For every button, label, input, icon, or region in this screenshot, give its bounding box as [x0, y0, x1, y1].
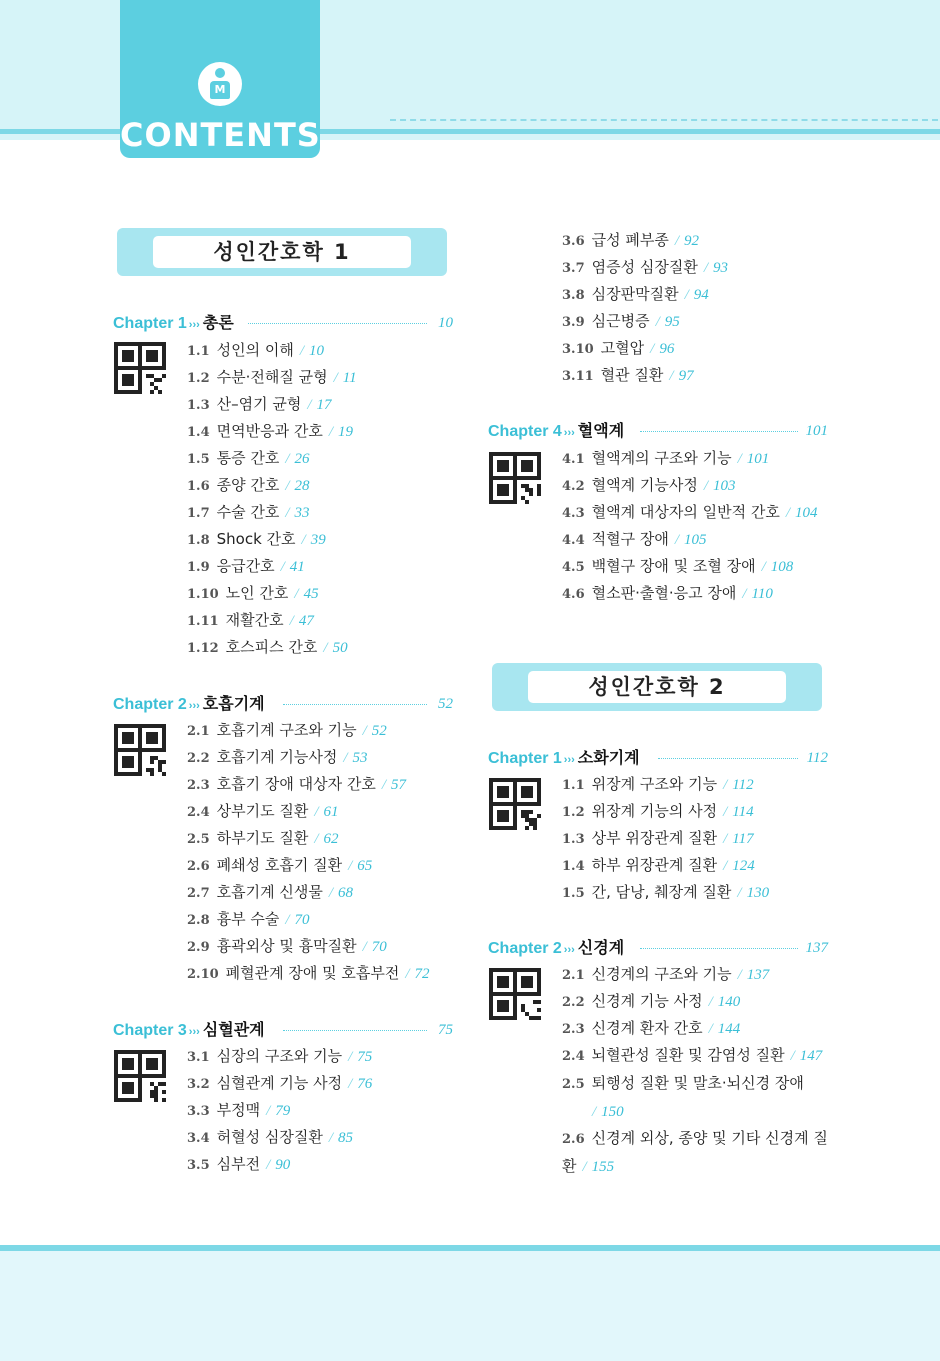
chapter-label: Chapter 1 [113, 315, 187, 332]
toc-item[interactable]: 3.7 염증성 심장질환 / 93 [562, 258, 728, 276]
qr-pattern [114, 1050, 166, 1102]
toc-item[interactable]: 3.3 부정맥 / 79 [187, 1101, 291, 1119]
toc-item[interactable]: 4.5 백혈구 장애 및 조혈 장애 / 108 [562, 557, 794, 575]
toc-item[interactable]: 2.2 호흡기계 기능사정 / 53 [187, 748, 368, 766]
toc-item[interactable]: 1.9 응급간호 / 41 [187, 557, 305, 575]
toc-item[interactable]: 3.11 혈관 질환 / 97 [562, 366, 694, 384]
qr-pattern [114, 342, 166, 394]
medical-person-icon [198, 62, 242, 106]
toc-item[interactable]: 1.4 하부 위장관계 질환 / 124 [562, 856, 755, 874]
chapter-heading[interactable] [488, 745, 828, 771]
chapter-title: 심혈관계 [202, 1020, 265, 1039]
toc-item[interactable]: 2.3 신경계 환자 간호 / 144 [562, 1019, 741, 1037]
logo-letter: M [210, 81, 230, 99]
dot-leader [283, 1030, 427, 1031]
toc-item[interactable]: 3.10 고혈압 / 96 [562, 339, 675, 357]
contents-tab [120, 0, 320, 158]
chapter-page: 112 [806, 750, 828, 766]
chevron-right-icon: ››› [188, 319, 200, 331]
part2-banner [492, 663, 822, 711]
toc-item[interactable]: 2.5 퇴행성 질환 및 말초·뇌신경 장애 / 150 [562, 1074, 804, 1120]
toc-item[interactable]: 2.9 흉곽외상 및 흉막질환 / 70 [187, 937, 387, 955]
toc-item[interactable]: 1.2 수분·전해질 균형 / 11 [187, 368, 357, 386]
dot-leader [658, 758, 798, 759]
toc-item[interactable]: 2.10 폐혈관계 장애 및 호흡부전 / 72 [187, 964, 430, 982]
chapter-title: 혈액계 [577, 421, 625, 440]
toc-item[interactable]: 1.1 성인의 이해 / 10 [187, 341, 325, 359]
qr-pattern [114, 724, 166, 776]
footer-band [0, 1251, 940, 1361]
toc-item[interactable]: 2.4 뇌혈관성 질환 및 감염성 질환 / 147 [562, 1046, 823, 1064]
dot-leader [248, 323, 427, 324]
qr-pattern [489, 452, 541, 504]
chapter-title: 총론 [202, 313, 234, 332]
qr-code-icon[interactable] [489, 452, 541, 504]
chapter-label: Chapter 1 [488, 750, 562, 767]
chapter-title: 소화기계 [577, 748, 640, 767]
toc-item[interactable]: 2.5 하부기도 질환 / 62 [187, 829, 339, 847]
toc-item[interactable]: 2.8 흉부 수술 / 70 [187, 910, 310, 928]
qr-code-icon[interactable] [489, 968, 541, 1020]
qr-code-icon[interactable] [114, 724, 166, 776]
toc-item[interactable]: 2.1 호흡기계 구조와 기능 / 52 [187, 721, 387, 739]
toc-item[interactable]: 4.4 적혈구 장애 / 105 [562, 530, 707, 548]
part1-title: 성인간호학 1 [153, 236, 411, 268]
toc-item[interactable]: 2.4 상부기도 질환 / 61 [187, 802, 339, 820]
toc-item[interactable]: 1.2 위장계 기능의 사정 / 114 [562, 802, 754, 820]
toc-item[interactable]: 4.2 혈액계 기능사정 / 103 [562, 476, 736, 494]
qr-pattern [489, 778, 541, 830]
chevron-right-icon: ››› [563, 427, 575, 439]
toc-item[interactable]: 1.6 종양 간호 / 28 [187, 476, 310, 494]
toc-item[interactable]: 3.2 심혈관계 기능 사정 / 76 [187, 1074, 373, 1092]
toc-item[interactable]: 1.7 수술 간호 / 33 [187, 503, 310, 521]
toc-item[interactable]: 4.6 혈소판·출혈·응고 장애 / 110 [562, 584, 773, 602]
qr-pattern [489, 968, 541, 1020]
toc-item[interactable]: 1.11 재활간호 / 47 [187, 611, 314, 629]
chapter-page: 101 [805, 423, 828, 439]
chapter-label: Chapter 3 [113, 1022, 187, 1039]
toc-item[interactable]: 2.7 호흡기계 신생물 / 68 [187, 883, 353, 901]
chapter-label: Chapter 2 [488, 940, 562, 957]
toc-item[interactable]: 3.1 심장의 구조와 기능 / 75 [187, 1047, 373, 1065]
qr-code-icon[interactable] [489, 778, 541, 830]
toc-item[interactable]: 3.5 심부전 / 90 [187, 1155, 291, 1173]
part1-banner [117, 228, 447, 276]
toc-item[interactable]: 4.3 혈액계 대상자의 일반적 간호 / 104 [562, 503, 818, 521]
chapter-label: Chapter 4 [488, 423, 562, 440]
chapter-page: 52 [438, 696, 453, 712]
toc-item[interactable]: 1.12 호스피스 간호 / 50 [187, 638, 348, 656]
chevron-right-icon: ››› [188, 700, 200, 712]
toc-item[interactable]: 1.5 간, 담낭, 췌장계 질환 / 130 [562, 883, 770, 901]
toc-item[interactable]: 1.4 면역반응과 간호 / 19 [187, 422, 353, 440]
toc-item[interactable]: 1.5 통증 간호 / 26 [187, 449, 310, 467]
toc-item[interactable]: 3.9 심근병증 / 95 [562, 312, 680, 330]
toc-item[interactable]: 2.3 호흡기 장애 대상자 간호 / 57 [187, 775, 407, 793]
chapter-page: 137 [805, 940, 828, 956]
dot-leader [640, 948, 798, 949]
dot-leader [640, 431, 798, 432]
chapter-page: 75 [438, 1022, 453, 1038]
toc-item[interactable]: 2.6 신경계 외상, 종양 및 기타 신경계 질환 / 155 [562, 1129, 828, 1175]
chevron-right-icon: ››› [563, 754, 575, 766]
chapter-heading[interactable] [113, 691, 453, 717]
chevron-right-icon: ››› [188, 1026, 200, 1038]
chapter-title: 호흡기계 [202, 694, 265, 713]
qr-code-icon[interactable] [114, 342, 166, 394]
toc-item[interactable]: 1.3 상부 위장관계 질환 / 117 [562, 829, 754, 847]
chapter-heading[interactable] [113, 310, 453, 336]
chapter-title: 신경계 [577, 938, 625, 957]
header-dashed-line [390, 119, 938, 121]
page-title: CONTENTS [120, 116, 321, 154]
chevron-right-icon: ››› [563, 944, 575, 956]
toc-item[interactable]: 1.8 Shock 간호 / 39 [187, 530, 326, 548]
chapter-label: Chapter 2 [113, 696, 187, 713]
qr-code-icon[interactable] [114, 1050, 166, 1102]
part2-title: 성인간호학 2 [528, 671, 786, 703]
toc-item[interactable]: 3.4 허혈성 심장질환 / 85 [187, 1128, 353, 1146]
toc-item[interactable]: 1.3 산–염기 균형 / 17 [187, 395, 332, 413]
chapter-page: 10 [438, 315, 453, 331]
toc-item[interactable]: 2.2 신경계 기능 사정 / 140 [562, 992, 741, 1010]
toc-item[interactable]: 1.1 위장계 구조와 기능 / 112 [562, 775, 754, 793]
chapter-heading[interactable] [113, 1017, 453, 1043]
toc-item[interactable]: 4.1 혈액계의 구조와 기능 / 101 [562, 449, 770, 467]
chapter-heading[interactable] [488, 418, 828, 444]
toc-item[interactable]: 1.10 노인 간호 / 45 [187, 584, 319, 602]
chapter-heading[interactable] [488, 935, 828, 961]
toc-item[interactable]: 3.8 심장판막질환 / 94 [562, 285, 709, 303]
toc-item[interactable]: 3.6 급성 폐부종 / 92 [562, 231, 700, 249]
toc-item[interactable]: 2.1 신경계의 구조와 기능 / 137 [562, 965, 770, 983]
toc-item[interactable]: 2.6 폐쇄성 호흡기 질환 / 65 [187, 856, 373, 874]
dot-leader [283, 704, 427, 705]
